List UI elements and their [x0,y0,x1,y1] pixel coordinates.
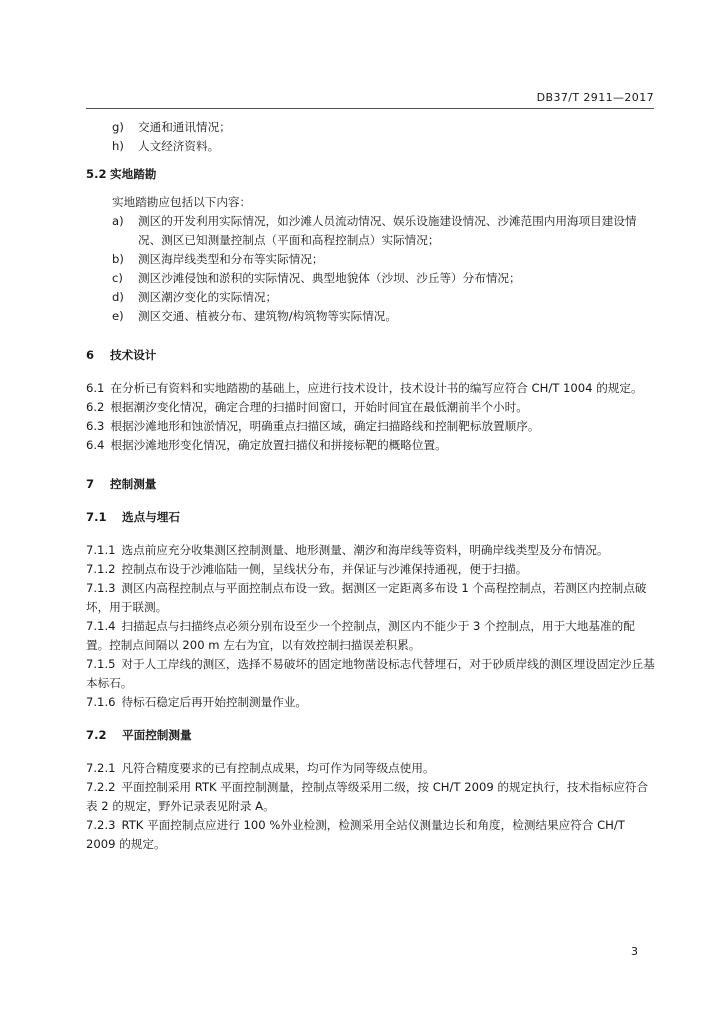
section-intro: 实地踏勘应包括以下内容： [112,195,252,209]
list-marker: g) [112,120,124,134]
clause-number: 7.1.4 [86,619,116,633]
list-text: 测区海岸线类型和分布等实际情况； [138,252,324,266]
clause-number: 7.1.3 [86,581,116,595]
list-text: 测区沙滩侵蚀和淤积的实际情况、典型地貌体（沙坝、沙丘等）分布情况； [138,271,521,285]
numbered-paragraph [86,579,656,617]
section-number: 7.1 [86,510,107,524]
numbered-paragraph [86,379,656,398]
clause-text: 在分析已有资料和实地踏勘的基础上，应进行技术设计，技术设计书的编写应符合 CH/T 1004 的规定。 [110,381,643,395]
numbered-paragraph [86,655,656,693]
clause-text: 平面控制采用 RTK 平面控制测量，控制点等级采用二级，按 CH/T 2009 的规定执行，技术指标应符合表 2 的规定，野外记录表见附录 A。 [86,780,649,813]
clause-text: 选点前应充分收集测区控制测量、地形测量、潮汐和海岸线等资料，明确岸线类型及分布情况。 [121,543,609,557]
clause-text: 控制点布设于沙滩临陆一侧，呈线状分布，并保证与沙滩保持通视，便于扫描。 [121,562,528,576]
section-heading-5-2 [86,165,656,184]
section-heading-7 [86,475,656,494]
numbered-paragraph [86,417,656,436]
section-title: 平面控制测量 [122,728,192,742]
clause-number: 7.1.2 [86,562,116,576]
list-item [86,212,656,250]
list-text: 测区的开发利用实际情况，如沙滩人员流动情况、娱乐设施建设情况、沙滩范围内用海项目建设情况、测区已知测量控制点（平面和高程控制点）实际情况； [138,214,637,247]
page-number: 3 [631,945,638,958]
numbered-paragraph [86,436,656,455]
list-marker: d) [112,290,124,304]
clause-text: RTK 平面控制点应进行 100 %外业检测，检测采用全站仪测量边长和角度，检测结果应符合 CH/T 2009 的规定。 [86,818,625,851]
clause-text: 根据沙滩地形和蚀淤情况，明确重点扫描区域，确定扫描路线和控制靶标放置顺序。 [110,419,540,433]
section-heading-7-1 [86,508,656,527]
clause-number: 7.2.3 [86,818,116,832]
list-marker: a) [112,214,124,228]
numbered-paragraph [86,398,656,417]
clause-number: 6.3 [86,419,105,433]
list-item [86,137,656,156]
section-number: 5.2 [86,167,107,181]
clause-text: 根据沙滩地形变化情况，确定放置扫描仪和拼接标靶的概略位置。 [110,438,447,452]
section-title: 控制测量 [110,477,157,491]
numbered-paragraph [86,816,656,854]
section-heading-6 [86,346,656,365]
clause-text: 根据潮汐变化情况，确定合理的扫描时间窗口，开始时间宜在最低潮前半个小时。 [110,400,528,414]
clause-number: 7.2.1 [86,761,116,775]
numbered-paragraph [86,778,656,816]
list-marker: c) [112,271,123,285]
list-marker: h) [112,139,124,153]
list-item [86,288,656,307]
header-rule [86,108,654,109]
clause-text: 凡符合精度要求的已有控制点成果，均可作为同等级点使用。 [121,761,435,775]
page-content [86,118,656,854]
section-title: 选点与埋石 [122,510,180,524]
clause-number: 7.1.6 [86,695,116,709]
clause-number: 7.1.5 [86,657,116,671]
numbered-paragraph [86,541,656,560]
clause-text: 待标石稳定后再开始控制测量作业。 [121,695,308,709]
list-item [86,269,656,288]
clause-number: 6.2 [86,400,105,414]
list-marker: b) [112,252,124,266]
numbered-paragraph [86,693,656,712]
section-number: 7 [86,477,95,491]
list-item [86,250,656,269]
list-text: 测区潮汐变化的实际情况； [138,290,278,304]
clause-number: 7.2.2 [86,780,116,794]
clause-number: 6.4 [86,438,105,452]
section-title: 实地踏勘 [110,167,157,181]
clause-text: 扫描起点与扫描终点必须分别布设至少一个控制点，测区内不能少于 3 个控制点，用于大地基准的配置。控制点间隔以 200 m 左右为宜，以有效控制扫描误差积累。 [86,619,635,652]
clause-text: 测区内高程控制点与平面控制点布设一致。据测区一定距离多布设 1 个高程控制点，若测区内控制点破坏，用于联测。 [86,581,647,614]
clause-text: 对于人工岸线的测区，选择不易破坏的固定地物凿设标志代替埋石，对于砂质岸线的测区埋设固定沙丘基本标石。 [86,657,655,690]
numbered-paragraph [86,560,656,579]
clause-number: 7.1.1 [86,543,116,557]
list-item [86,118,656,137]
list-item [86,307,656,326]
clause-number: 6.1 [86,381,105,395]
document-code: DB37/T 2911—2017 [536,91,654,104]
section-number: 6 [86,348,95,362]
numbered-paragraph [86,617,656,655]
numbered-paragraph [86,759,656,778]
list-text: 测区交通、植被分布、建筑物/构筑物等实际情况。 [138,309,397,323]
list-text: 交通和通讯情况； [138,120,231,134]
section-heading-7-2 [86,726,656,745]
section-title: 技术设计 [110,348,157,362]
section-number: 7.2 [86,728,107,742]
list-marker: e) [112,309,124,323]
list-text: 人文经济资料。 [138,139,220,153]
